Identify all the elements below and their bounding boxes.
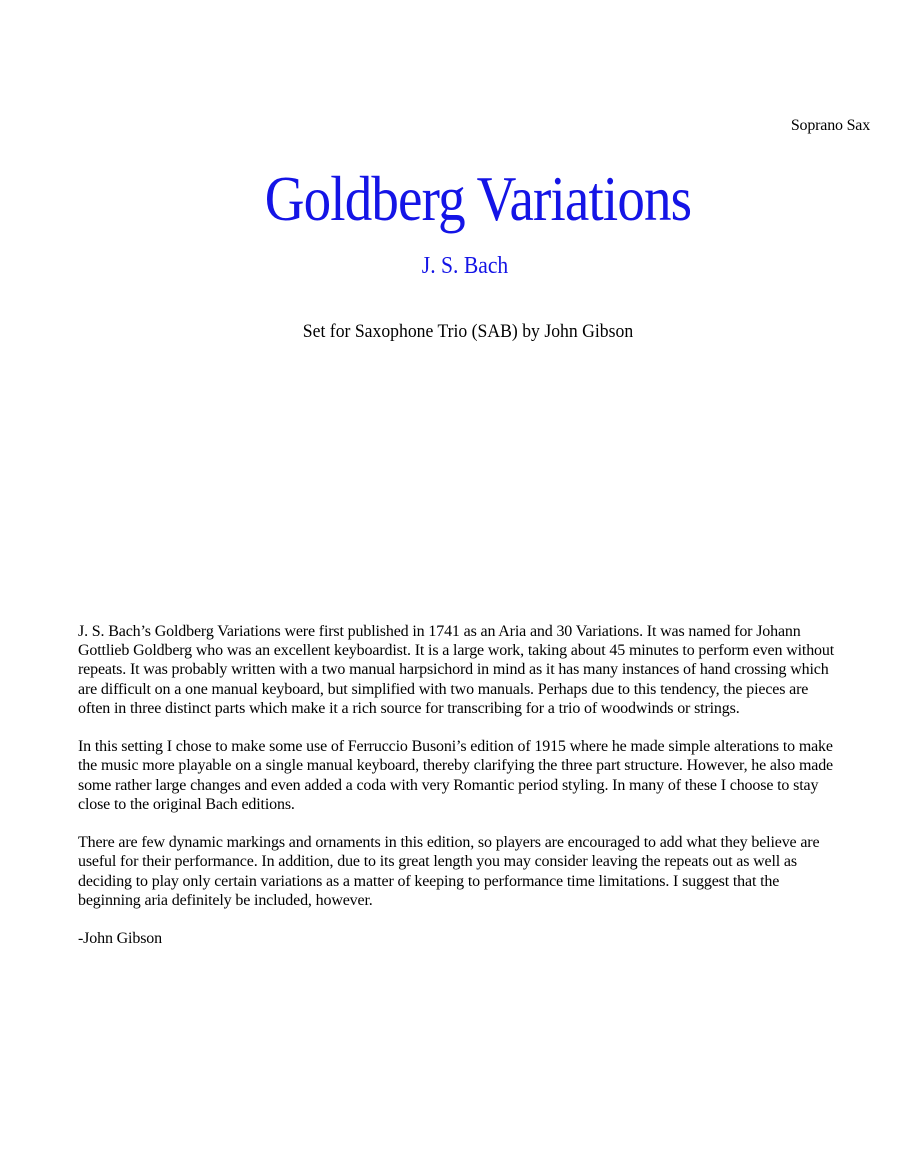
notes-paragraph-history: J. S. Bach’s Goldberg Variations were first published in 1741 as an Aria and 30 Variations. It was named for Johann Gottlieb Goldberg who was an excellent keyboardist. It is a large work, taking about 45 minutes to perform even without repeats. It was probably written with a two manual harpsichord in mind as it has many instances of hand crossing which are difficult on a one manual keyboard, but simplified with two manuals. Perhaps due to this tendency, the pieces are often in three distinct parts which make it a rich source for transcribing for a trio of woodwinds or strings. (78, 623, 835, 717)
page-title: Goldberg Variations (264, 163, 692, 234)
notes-paragraph-performance: There are few dynamic markings and ornaments in this edition, so players are encouraged to add what they believe are useful for their performance. In addition, due to its great length you may consider leaving the repeats out as well as deciding to play only certain variations as a matter of keeping to performance time limitations. I suggest that the beginning aria definitely be included, however. (78, 834, 820, 909)
composer-name: J. S. Bach (421, 253, 509, 279)
instrument-part-label: Soprano Sax (790, 117, 870, 134)
notes-paragraph-edition: In this setting I chose to make some use of Ferruccio Busoni’s edition of 1915 where he made simple alterations to make the music more playable on a single manual keyboard, thereby clarifying the three part structure. However, he also made some rather large changes and even added a coda with very Romantic period styling. In many of these I choose to stay close to the original Bach editions. (78, 738, 834, 813)
notes-signature: -John Gibson (78, 930, 162, 948)
program-notes (78, 622, 838, 968)
arrangement-subtitle: Set for Saxophone Trio (SAB) by John Gibson (302, 321, 634, 342)
